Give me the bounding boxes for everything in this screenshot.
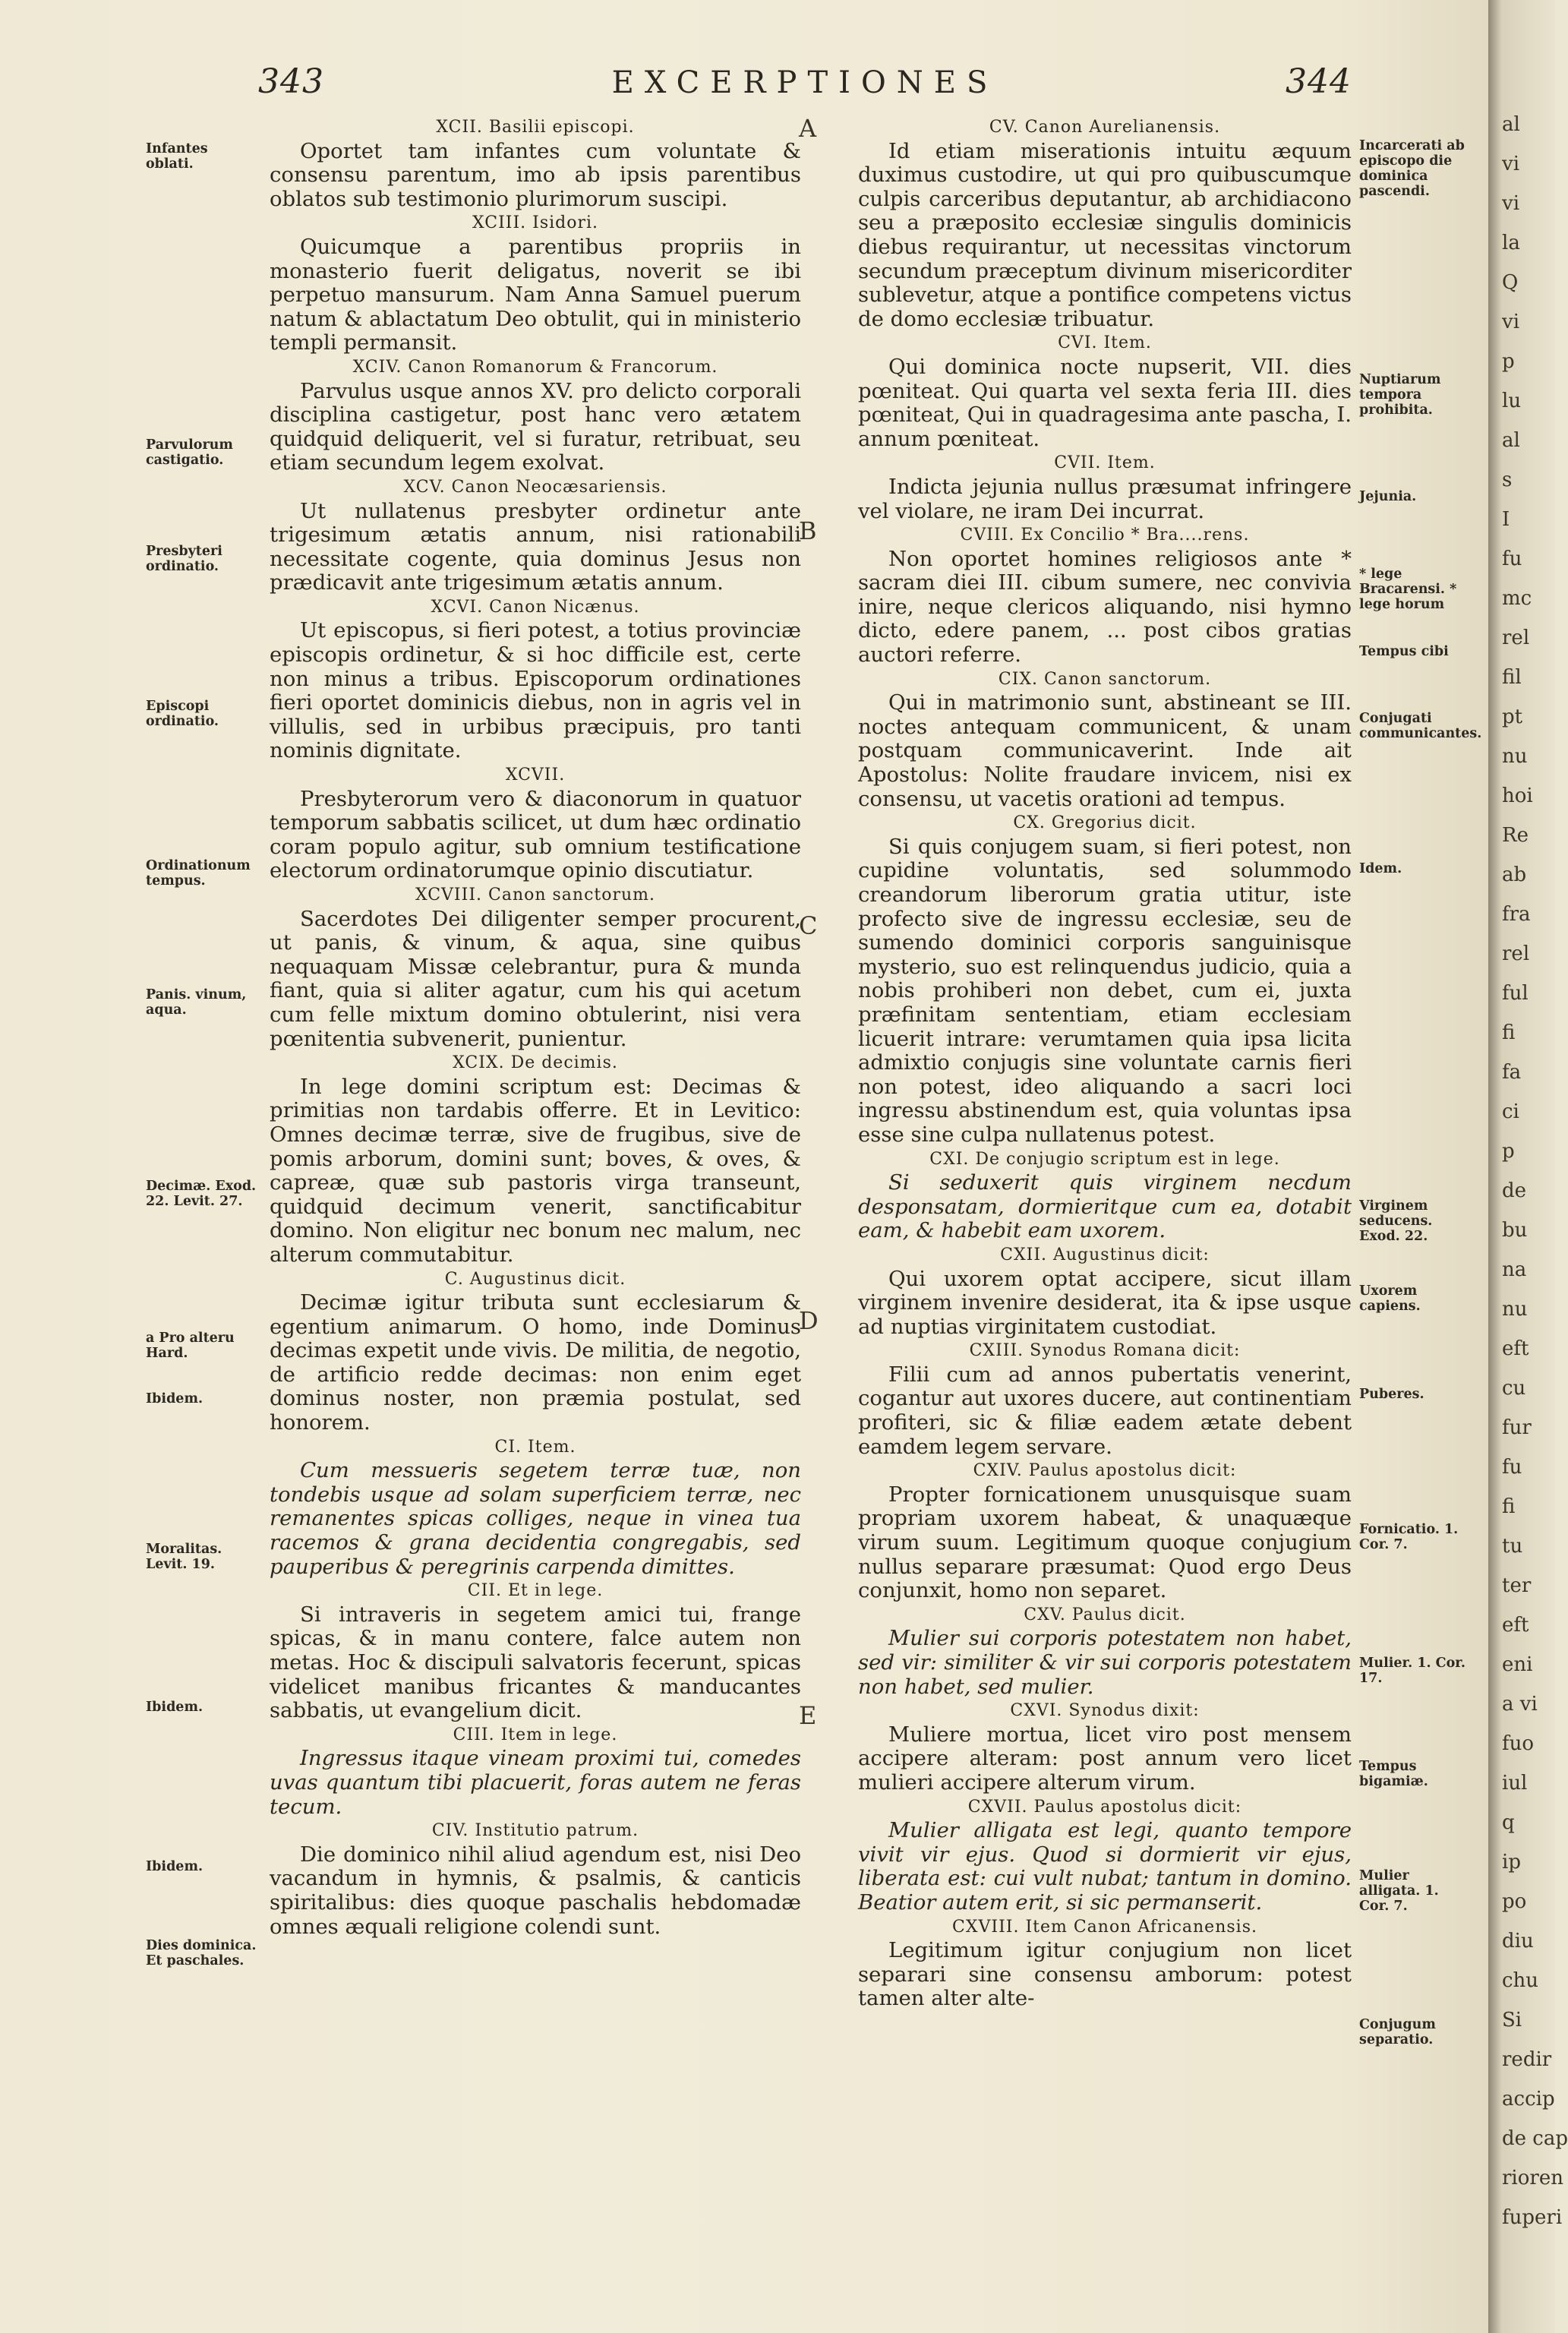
text-column-left bbox=[270, 115, 801, 1939]
margin-note-right: Conjugati communicantes. bbox=[1359, 711, 1482, 741]
margin-note-right: Incarcerati ab episcopo die dominica pascendi. bbox=[1359, 138, 1465, 199]
adjacent-page-fragment: a vi bbox=[1502, 1693, 1538, 1716]
adjacent-page-fragment: Re bbox=[1502, 824, 1529, 847]
canon-paragraph: Non oportet homines religiosos ante * sacram diei III. cibum sumere, nec convivia inire, neque clericos aliquando, nisi hymno dicto, edere panem, ... post cibos gratias auctori referre. bbox=[858, 546, 1352, 668]
adjacent-page-fragment: I bbox=[1502, 508, 1510, 531]
adjacent-page-fragment: mc bbox=[1502, 587, 1532, 610]
adjacent-page-fragment: eni bbox=[1502, 1653, 1533, 1676]
margin-note-right: Uxorem capiens. bbox=[1359, 1283, 1421, 1314]
canon-paragraph: Parvulus usque annos XV. pro delicto corporali disciplina castigetur, post hanc vero ætatem quidquid deliquerit, vel si furatur, retribuat, seu etiam secundum legem exolvat. bbox=[270, 378, 801, 475]
section-letter-e: E bbox=[799, 1701, 817, 1730]
adjacent-page-fragment: fuperi bbox=[1502, 2206, 1563, 2229]
margin-note-left: Ibidem. bbox=[146, 1859, 203, 1874]
adjacent-page-fragment: fur bbox=[1502, 1416, 1532, 1439]
adjacent-page-fragment: p bbox=[1502, 1140, 1515, 1163]
canon-heading: CXVII. Paulus apostolus dicit: bbox=[967, 1797, 1242, 1817]
canon-heading: XCVII. bbox=[505, 766, 566, 785]
adjacent-page-fragment: la bbox=[1502, 232, 1520, 254]
section-letter-d: D bbox=[799, 1306, 819, 1335]
margin-note-left: Infantes oblati. bbox=[146, 141, 208, 172]
text-column-right bbox=[858, 115, 1352, 2011]
canon-heading: CII. Et in lege. bbox=[467, 1581, 604, 1601]
adjacent-page-fragment: s bbox=[1502, 469, 1513, 491]
section-letter-b: B bbox=[799, 516, 817, 545]
adjacent-page-fragment: nu bbox=[1502, 745, 1528, 768]
canon-paragraph: Muliere mortua, licet viro post mensem accipere alteram: post annum vero licet mulieri accipere alterum virum. bbox=[858, 1722, 1352, 1795]
adjacent-page-fragment: pt bbox=[1502, 706, 1523, 728]
adjacent-page-fragment: Q bbox=[1502, 271, 1519, 294]
adjacent-page-fragment: fi bbox=[1502, 1021, 1516, 1044]
canon-paragraph: Ut nullatenus presbyter ordinetur ante trigesimum ætatis annum, nisi rationabili necessitate cogente, quia dominus Jesus non prædicavit ante trigesimum ætatis annum. bbox=[270, 498, 801, 595]
canon-paragraph: In lege domini scriptum est: Decimas & primitias non tardabis offerre. Et in Levitico: Omnes decimæ terræ, sive de frugibus, sive de pomis arborum, domini sunt; boves, & oves, & capreæ, quæ sub pastoris virga transeunt, quidquid decimum venerit, sanctificabitur domino. Non eligitur nec bonum nec malum, nec alterum commutabitur. bbox=[270, 1074, 801, 1267]
margin-note-left: Moralitas. Levit. 19. bbox=[146, 1542, 222, 1572]
adjacent-page-fragment: fu bbox=[1502, 548, 1522, 570]
adjacent-page-fragment: de bbox=[1502, 1179, 1527, 1202]
canon-paragraph: Si quis conjugem suam, si fieri potest, non cupidine voluntatis, sed solummodo creandorum liberorum gratia utitur, iste profecto sive de ingressu ecclesiæ, seu de sumendo dominici corporis sanguinisque mysterio, suo est relinquendus judicio, quia a nobis prohiberi non debet, cum ei, juxta præfinitam sententiam, etiam ecclesiam licuerit intrare: verumtamen quia ipsa licita admixtio conjugis sine voluntate carnis fieri non potest, ideo aliquando a sacri loci ingressu abstinendum est, quia voluntas ipsa esse sine culpa nullatenus potest. bbox=[858, 834, 1352, 1147]
canon-heading: XCII. Basilii episcopi. bbox=[436, 118, 635, 137]
adjacent-page-fragment: rel bbox=[1502, 627, 1530, 649]
adjacent-page-fragment: hoi bbox=[1502, 785, 1533, 807]
canon-heading: CVIII. Ex Concilio * Bra....rens. bbox=[960, 526, 1250, 545]
canon-heading: XCIX. De decimis. bbox=[453, 1053, 618, 1073]
margin-note-left: Presbyteri ordinatio. bbox=[146, 544, 222, 574]
canon-heading: CV. Canon Aurelianensis. bbox=[989, 118, 1221, 137]
canon-paragraph: Mulier sui corporis potestatem non habet, sed vir: similiter & vir sui corporis potestatem non habet, sed mulier. bbox=[858, 1626, 1352, 1699]
margin-note-right: Fornicatio. 1. Cor. 7. bbox=[1359, 1522, 1459, 1552]
margin-note-left: Ibidem. bbox=[146, 1700, 203, 1715]
adjacent-page-fragment: ful bbox=[1502, 982, 1529, 1005]
canon-paragraph: Qui in matrimonio sunt, abstineant se III. noctes antequam communicent, & unam postquam communicaverint. Inde ait Apostolus: Nolite fraudare invicem, nisi ex consensu, ut vacetis orationi ad tempus. bbox=[858, 690, 1352, 811]
margin-note-left: Ibidem. bbox=[146, 1391, 203, 1406]
margin-note-left: Parvulorum castigatio. bbox=[146, 437, 233, 468]
canon-heading: CXIV. Paulus apostolus dicit: bbox=[973, 1461, 1237, 1481]
adjacent-page-fragment: vi bbox=[1502, 153, 1520, 175]
margin-note-left: Episcopi ordinatio. bbox=[146, 699, 219, 729]
adjacent-page-fragment: na bbox=[1502, 1258, 1527, 1281]
canon-paragraph: Quicumque a parentibus propriis in monasterio fuerit deligatus, noverit se ibi perpetuo mansurum. Nam Anna Samuel puerum natum & ablactatum Deo obtulit, qui in ministerio templi permansit. bbox=[270, 234, 801, 355]
margin-note-right: * lege Bracarensi. * lege horum bbox=[1359, 567, 1457, 612]
canon-heading: XCIV. Canon Romanorum & Francorum. bbox=[352, 357, 718, 377]
canon-heading: CXI. De conjugio scriptum est in lege. bbox=[929, 1149, 1280, 1169]
canon-paragraph: Filii cum ad annos pubertatis venerint, cogantur aut uxores ducere, aut continentiam profiteri, sic & filiæ eadem ætate debent eamdem legem servare. bbox=[858, 1362, 1352, 1459]
adjacent-page-fragment: ter bbox=[1502, 1574, 1532, 1597]
canon-heading: CIV. Institutio patrum. bbox=[431, 1821, 639, 1841]
adjacent-page-fragment: bu bbox=[1502, 1219, 1528, 1242]
canon-heading: CXV. Paulus dicit. bbox=[1024, 1605, 1186, 1624]
adjacent-page-fragment: de cap bbox=[1502, 2127, 1568, 2150]
adjacent-page-fragment: eft bbox=[1502, 1614, 1529, 1637]
running-head: EXCERPTIONES bbox=[611, 65, 999, 100]
canon-paragraph: Die dominico nihil aliud agendum est, nisi Deo vacandum in hymnis, & psalmis, & canticis spiritalibus: dies quoque paschalis hebdomadæ omnes æquali religione colendi sunt. bbox=[270, 1842, 801, 1939]
adjacent-page-fragment: accip bbox=[1502, 2088, 1555, 2110]
adjacent-page-fragment: diu bbox=[1502, 1930, 1534, 1953]
margin-note-right: Puberes. bbox=[1359, 1387, 1424, 1402]
adjacent-page-fragment: ci bbox=[1502, 1100, 1519, 1123]
canon-heading: C. Augustinus dicit. bbox=[444, 1269, 626, 1289]
adjacent-page-fragment: fuo bbox=[1502, 1732, 1535, 1755]
adjacent-page-fragment: rioren bbox=[1502, 2167, 1563, 2189]
canon-paragraph: Legitimum igitur conjugium non licet separari sine consensu amborum: potest tamen alter alte- bbox=[858, 1938, 1352, 2011]
adjacent-page-fragment: ab bbox=[1502, 863, 1527, 886]
canon-heading: XCVI. Canon Nicænus. bbox=[431, 597, 640, 617]
margin-note-left: a Pro alteru Hard. bbox=[146, 1331, 235, 1361]
adjacent-page-fragment: al bbox=[1502, 113, 1520, 136]
adjacent-page-fragment: fi bbox=[1502, 1495, 1516, 1518]
adjacent-page-fragment: tu bbox=[1502, 1535, 1523, 1558]
margin-note-right: Tempus cibi bbox=[1359, 644, 1449, 659]
canon-heading: CVII. Item. bbox=[1054, 453, 1156, 473]
adjacent-page-edge bbox=[1488, 0, 1568, 2333]
canon-paragraph: Si intraveris in segetem amici tui, frange spicas, & in manu contere, falce autem non metas. Hoc & discipuli salvatoris fecerunt, spicas videlicet manibus fricantes & manducantes sabbatis, ut evangelium dicit. bbox=[270, 1602, 801, 1723]
canon-heading: CIX. Canon sanctorum. bbox=[998, 669, 1212, 689]
adjacent-page-fragment: redir bbox=[1502, 2048, 1552, 2071]
adjacent-page-fragment: q bbox=[1502, 1811, 1515, 1834]
adjacent-page-fragment: lu bbox=[1502, 390, 1522, 412]
margin-note-right: Mulier alligata. 1. Cor. 7. bbox=[1359, 1868, 1439, 1914]
adjacent-page-fragment: fra bbox=[1502, 903, 1531, 926]
adjacent-page-fragment: rel bbox=[1502, 942, 1530, 965]
adjacent-page-fragment: al bbox=[1502, 429, 1520, 452]
canon-heading: CXII. Augustinus dicit: bbox=[1000, 1245, 1210, 1264]
canon-heading: CX. Gregorius dicit. bbox=[1013, 813, 1197, 833]
margin-note-left: Dies dominica. Et paschales. bbox=[146, 1938, 257, 1968]
canon-paragraph: Mulier alligata est legi, quanto tempore vivit vir ejus. Quod si dormierit vir ejus, liberata est: cui vult nubat; tantum in domino. Beatior autem erit, si sic permanserit. bbox=[858, 1818, 1352, 1915]
canon-paragraph: Ut episcopus, si fieri potest, a totius provinciæ episcopis ordinetur, & si hoc difficile est, certe non minus a tribus. Episcoporum ordinationes fieri oportet dominicis diebus, non in agris vel in villulis, sed in urbibus præcipuis, pro tanti nominis dignitate. bbox=[270, 618, 801, 763]
canon-heading: CI. Item. bbox=[494, 1437, 576, 1457]
adjacent-page-fragment: fu bbox=[1502, 1456, 1522, 1479]
canon-paragraph: Qui uxorem optat accipere, sicut illam virginem invenire desiderat, ita & ipse usque ad nuptias virginitatem custodiat. bbox=[858, 1266, 1352, 1339]
margin-note-left: Ordinationum tempus. bbox=[146, 858, 251, 889]
margin-note-right: Idem. bbox=[1359, 861, 1402, 876]
canon-heading: CIII. Item in lege. bbox=[453, 1725, 618, 1744]
margin-note-right: Conjugum separatio. bbox=[1359, 2017, 1436, 2047]
page-number-right: 344 bbox=[1286, 62, 1352, 101]
canon-heading: CXVIII. Item Canon Africanensis. bbox=[952, 1917, 1257, 1937]
canon-paragraph: Id etiam miserationis intuitu æquum duximus custodire, ut qui pro quibuscumque culpis carceribus deputantur, ab archidiacono seu a præposito ecclesiæ singulis dominicis diebus requirantur, ut necessitas vinctorum secundum præceptum divinum misericorditer sublevetur, atque a pontifice competens victus de domo ecclesiæ tribuatur. bbox=[858, 138, 1352, 331]
canon-paragraph: Qui dominica nocte nupserit, VII. dies pœniteat. Qui quarta vel sexta feria III. dies pœniteat, Qui in quadragesima ante pascha, I. annum pœniteat. bbox=[858, 354, 1352, 451]
canon-heading: XCIII. Isidori. bbox=[472, 213, 599, 233]
canon-paragraph: Cum messueris segetem terræ tuæ, non tondebis usque ad solam superficiem terræ, nec remanentes spicas colliges, neque in vinea tua racemos & grana decidentia congregabis, sed pauperibus & peregrinis carpenda dimittes. bbox=[270, 1458, 801, 1579]
adjacent-page-fragment: ip bbox=[1502, 1851, 1521, 1874]
adjacent-page-fragment: eft bbox=[1502, 1337, 1529, 1360]
section-letter-a: A bbox=[799, 114, 817, 143]
page-number-left: 343 bbox=[258, 62, 324, 101]
canon-heading: XCVIII. Canon sanctorum. bbox=[415, 886, 656, 904]
adjacent-page-fragment: vi bbox=[1502, 311, 1520, 333]
margin-note-right: Jejunia. bbox=[1359, 489, 1417, 504]
canon-paragraph: Ingressus itaque vineam proximi tui, comedes uvas quantum tibi placuerit, foras autem ne feras tecum. bbox=[270, 1746, 801, 1819]
margin-note-right: Virginem seducens. Exod. 22. bbox=[1359, 1198, 1433, 1244]
page-header bbox=[258, 62, 1352, 108]
margin-note-left: Decimæ. Exod. 22. Levit. 27. bbox=[146, 1179, 257, 1209]
margin-note-right: Mulier. 1. Cor. 17. bbox=[1359, 1656, 1465, 1686]
canon-paragraph: Indicta jejunia nullus præsumat infringere vel violare, ne iram Dei incurrat. bbox=[858, 474, 1352, 523]
margin-note-right: Nuptiarum tempora prohibita. bbox=[1359, 372, 1441, 418]
canon-paragraph: Decimæ igitur tributa sunt ecclesiarum & egentium animarum. O homo, inde Dominus decimas expetit unde vivis. De militia, de negotio, de artificio redde decimas: non enim eget dominus noster, non præmia postulat, sed honorem. bbox=[270, 1290, 801, 1435]
adjacent-page-fragment: p bbox=[1502, 350, 1515, 373]
canon-paragraph: Propter fornicationem unusquisque suam propriam uxorem habeat, & unaquæque virum suum. Legitimum quoque conjugium nullus separare præsumat: Quod ergo Deus conjunxit, homo non separet. bbox=[858, 1482, 1352, 1603]
section-letter-c: C bbox=[799, 911, 818, 940]
adjacent-page-fragment: nu bbox=[1502, 1298, 1528, 1321]
margin-note-right: Tempus bigamiæ. bbox=[1359, 1759, 1428, 1789]
canon-paragraph: Oportet tam infantes cum voluntate & consensu parentum, imo ab ipsis parentibus oblatos sub testimonio plurimorum suscipi. bbox=[270, 138, 801, 211]
canon-paragraph: Presbyterorum vero & diaconorum in quatuor temporum sabbatis scilicet, ut dum hæc ordinatio coram populo agitur, sub omnium testificatione electorum ordinatorumque opinio discutiatur. bbox=[270, 786, 801, 883]
adjacent-page-fragment: fil bbox=[1502, 666, 1522, 689]
canon-heading: CVI. Item. bbox=[1058, 333, 1152, 353]
adjacent-page-fragment: po bbox=[1502, 1890, 1527, 1913]
canon-heading: XCV. Canon Neocæsariensis. bbox=[403, 477, 667, 497]
adjacent-page-fragment: iul bbox=[1502, 1772, 1528, 1795]
adjacent-page-fragment: fa bbox=[1502, 1061, 1522, 1084]
canon-heading: CXIII. Synodus Romana dicit: bbox=[969, 1341, 1241, 1361]
adjacent-page-fragment: cu bbox=[1502, 1377, 1526, 1400]
adjacent-page-fragment: Si bbox=[1502, 2009, 1522, 2032]
canon-paragraph: Si seduxerit quis virginem necdum desponsatam, dormieritque cum ea, dotabit eam, & habebit eam uxorem. bbox=[858, 1170, 1352, 1243]
adjacent-page-fragment: vi bbox=[1502, 192, 1520, 215]
canon-paragraph: Sacerdotes Dei diligenter semper procurent, ut panis, & vinum, & aqua, sine quibus nequaquam Missæ celebrantur, pura & munda fiant, quia si aliter agatur, cum his qui acetum cum felle mixtum domino obtulerint, nisi vera pœnitentia subvenerit, punientur. bbox=[270, 906, 801, 1051]
margin-note-left: Panis. vinum, aqua. bbox=[146, 987, 247, 1018]
adjacent-page-fragment: chu bbox=[1502, 1969, 1539, 1992]
canon-heading: CXVI. Synodus dixit: bbox=[1010, 1701, 1200, 1721]
